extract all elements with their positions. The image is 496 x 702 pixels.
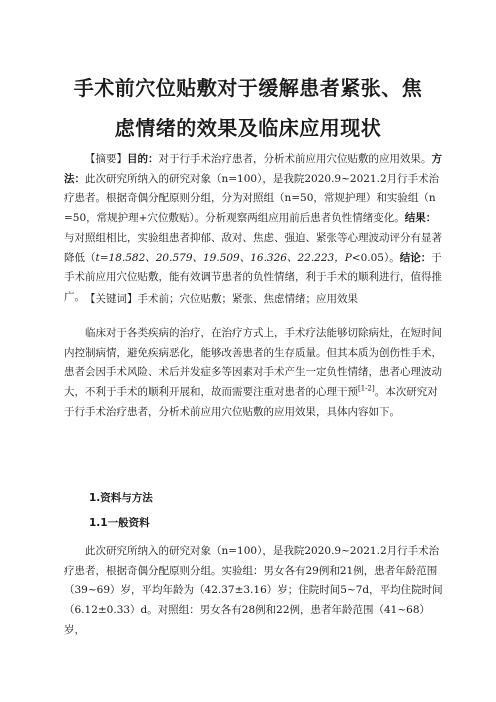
- p-value: <0.05）。: [351, 251, 400, 264]
- abstract-paragraph: [64, 150, 444, 308]
- paper-title-line-2: 虑情绪的效果及临床应用现状: [114, 116, 382, 140]
- introduction-text-end: 。本次研究对于行手术治疗患者，分析术前应用穴位贴敷的应用效果，具体内容如下。: [64, 386, 438, 418]
- conclusion-text: 于手术前应用穴位贴敷，能有效调节患者的负性情绪，利于手术的顺利进行，值得推广。: [64, 251, 442, 303]
- paper-title-line-1: 手术前穴位贴敷对于缓解患者紧张、焦: [73, 76, 423, 100]
- abstract-label: 【摘要】: [85, 153, 127, 165]
- citation: [1-2]: [358, 384, 375, 393]
- section-heading-general-data: 1.1一般资料: [89, 517, 150, 529]
- introduction-text: 临床对于各类疾病的治疗，在治疗方式上，手术疗法能够切除病灶，在短时间内控制病情，避免疾病恶化，能够改善患者的生存质量。但其本质为创伤性手术，患者会因手术风险、术后并发症多等因素对手术产生一定负性情绪，患者心理波动大，不利于手术的顺利开展和，故而需要注重对患者的心理干预: [64, 327, 442, 399]
- keywords-label: 【关键词】: [85, 293, 138, 305]
- result-statistics: t=18.582、20.579、19.509、16.326、22.223，: [95, 251, 345, 264]
- result-text: 与对照组相比，实验组患者抑郁、敌对、焦虑、强迫、紧张等心理波动评分有显著降低（: [64, 231, 442, 264]
- keywords-text: 手术前；穴位贴敷；紧张、焦虑情绪；应用效果: [137, 293, 358, 305]
- introduction-paragraph: [64, 324, 444, 423]
- objective-label: 目的：: [127, 153, 159, 165]
- result-label: 结果：: [404, 212, 437, 225]
- method-label: 方法：: [64, 153, 442, 185]
- method-text: 此次研究所纳入的研究对象（n=100），是我院2020.9~2021.2月行手术治疗患者。根据奇偶分配原则分组，分为对照组（n=50，常规护理）和实验组（n=50，常规护理+穴位敷贴）。分析观察两组应用前后患者负性情绪变化。: [64, 172, 440, 225]
- keywords-paragraph: [64, 290, 444, 310]
- general-data-paragraph: 此次研究所纳入的研究对象（n=100），是我院2020.9~2021.2月行手术治疗患者，根据奇偶分配原则分组。实验组：男女各有29例和21例，患者年龄范围（39~69）岁，平均年龄为（42.37±3.16）岁；住院时间5~7d，平均住院时间（6.12±0.33）d。对照组：男女各有28例和22例，患者年龄范围（41~68）岁，: [64, 545, 443, 636]
- objective-text: 对于行手术治疗患者，分析术前应用穴位贴敷的应用效果。: [158, 153, 432, 165]
- section-heading-materials-methods: 1.资料与方法: [89, 492, 153, 504]
- conclusion-label: 结论：: [399, 251, 432, 264]
- p-symbol: P: [344, 251, 352, 264]
